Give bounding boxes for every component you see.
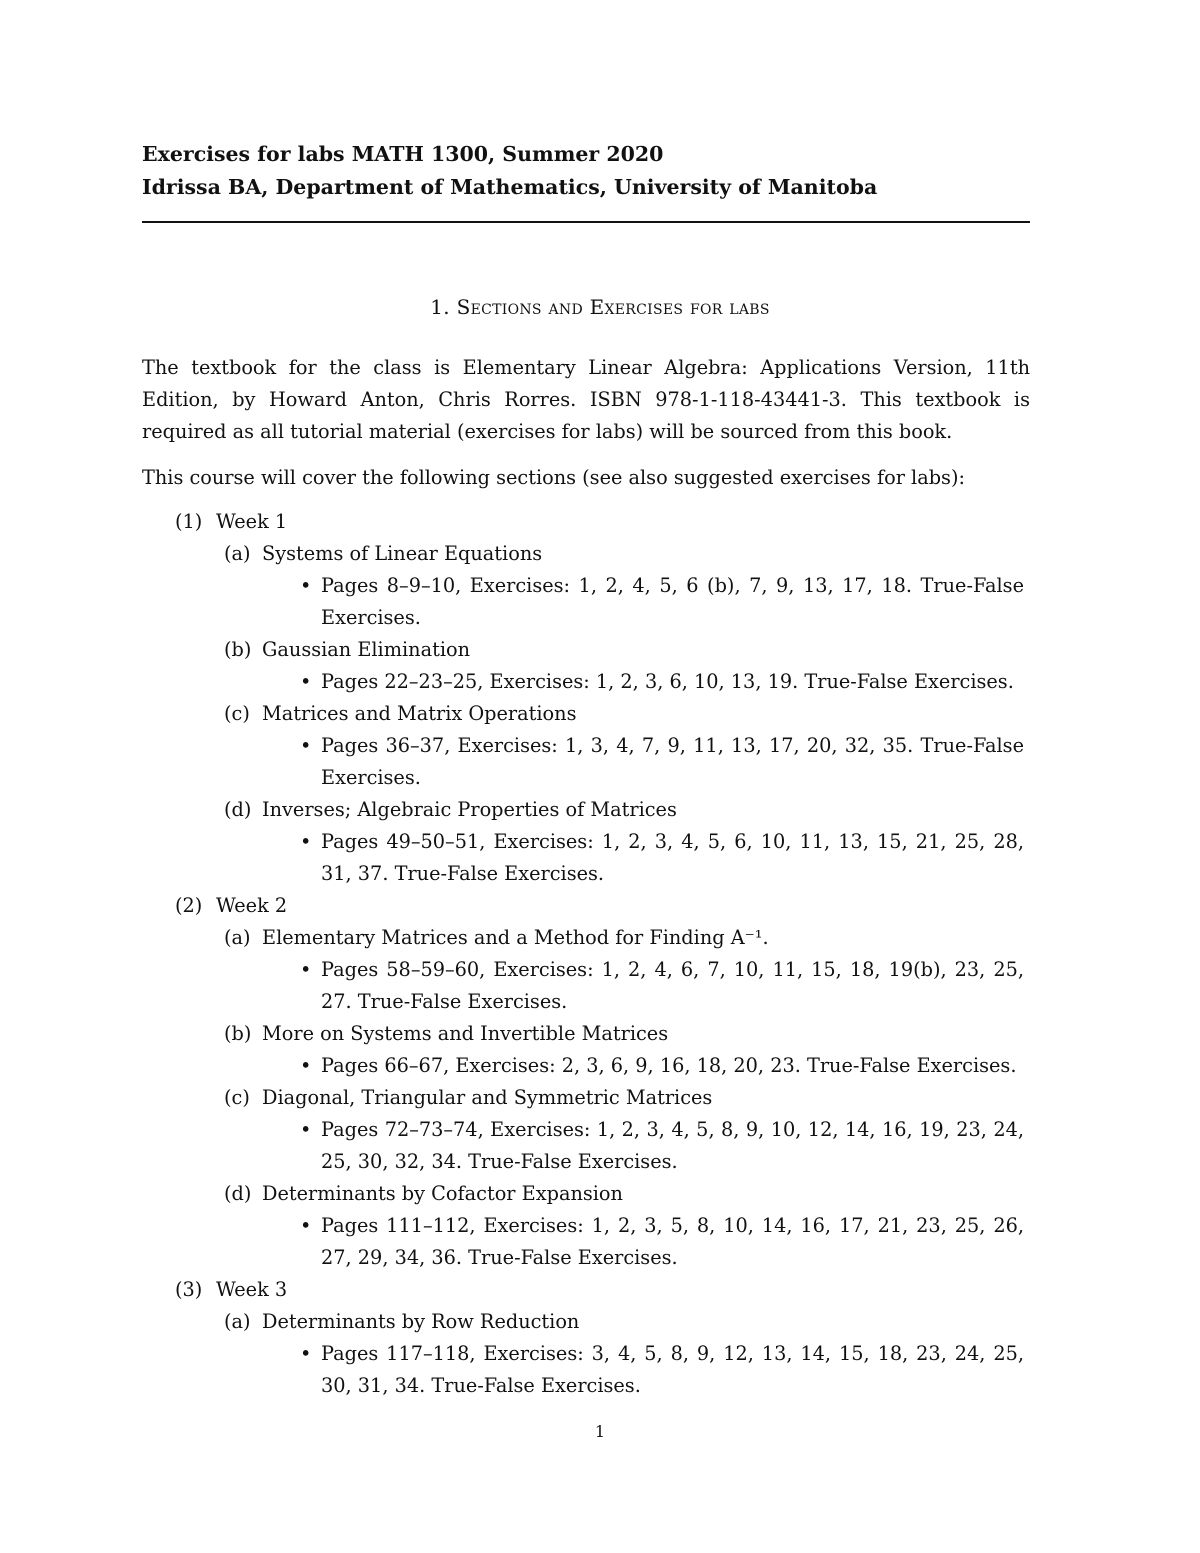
- details-list: [262, 1114, 1030, 1178]
- page-number: 1: [594, 1422, 606, 1441]
- topic-title: Diagonal, Triangular and Symmetric Matrices: [262, 1086, 713, 1109]
- details-list: [262, 1050, 1030, 1082]
- document-title: Exercises for labs MATH 1300, Summer 2020: [142, 142, 664, 166]
- topic-letter: (b): [224, 638, 252, 661]
- details-list: [262, 666, 1030, 698]
- weeks-list: [142, 506, 1030, 1402]
- exercise-text: Pages 36–37, Exercises: 1, 3, 4, 7, 9, 11, 13, 17, 20, 32, 35. True-False Exercises.: [321, 734, 1024, 789]
- topic-title: Gaussian Elimination: [262, 638, 471, 661]
- bullet-icon: •: [300, 574, 312, 597]
- topic-letter: (c): [224, 702, 250, 725]
- exercise-text: Pages 58–59–60, Exercises: 1, 2, 4, 6, 7, 10, 11, 15, 18, 19(b), 23, 25, 27. True-False Exercises.: [321, 958, 1024, 1013]
- topic-title: Elementary Matrices and a Method for Finding A⁻¹.: [262, 926, 769, 949]
- bullet-icon: •: [300, 958, 312, 981]
- details-list: [262, 826, 1030, 890]
- topic-letter: (d): [224, 798, 252, 821]
- exercise-text: Pages 111–112, Exercises: 1, 2, 3, 5, 8, 10, 14, 16, 17, 21, 23, 25, 26, 27, 29, 34, 36. True-False Exercises.: [321, 1214, 1024, 1269]
- details-list: [262, 1338, 1030, 1402]
- week-item: [142, 1274, 1030, 1402]
- week-number: (2): [175, 894, 203, 917]
- bullet-icon: •: [300, 1214, 312, 1237]
- topic-letter: (a): [224, 542, 251, 565]
- week-label: Week 3: [216, 1278, 288, 1301]
- exercise-text: Pages 8–9–10, Exercises: 1, 2, 4, 5, 6 (b), 7, 9, 13, 17, 18. True-False Exercises.: [321, 574, 1024, 629]
- topic-letter: (a): [224, 926, 251, 949]
- details-list: [262, 570, 1030, 634]
- week-number: (3): [175, 1278, 203, 1301]
- details-list: [262, 730, 1030, 794]
- topics-list: [216, 538, 1030, 890]
- bullet-icon: •: [300, 734, 312, 757]
- exercise-detail: [262, 954, 1030, 1018]
- exercise-text: Pages 117–118, Exercises: 3, 4, 5, 8, 9, 12, 13, 14, 15, 18, 23, 24, 25, 30, 31, 34. True-False Exercises.: [321, 1342, 1024, 1397]
- details-list: [262, 1210, 1030, 1274]
- topic-letter: (c): [224, 1086, 250, 1109]
- details-list: [262, 954, 1030, 1018]
- topic-item: [216, 634, 1030, 698]
- author-line: Idrissa BA, Department of Mathematics, University of Manitoba: [142, 175, 878, 199]
- week-item: [142, 890, 1030, 1274]
- week-label: Week 1: [216, 510, 288, 533]
- topic-item: [216, 538, 1030, 634]
- topic-title: Determinants by Row Reduction: [262, 1310, 580, 1333]
- topic-item: [216, 922, 1030, 1018]
- topic-title: Inverses; Algebraic Properties of Matrices: [262, 798, 677, 821]
- topic-title: Determinants by Cofactor Expansion: [262, 1182, 623, 1205]
- section-title: 1. Sections and Exercises for labs: [430, 295, 770, 319]
- topic-title: Matrices and Matrix Operations: [262, 702, 577, 725]
- topic-item: [216, 1082, 1030, 1178]
- exercise-detail: [262, 826, 1030, 890]
- exercise-text: Pages 72–73–74, Exercises: 1, 2, 3, 4, 5, 8, 9, 10, 12, 14, 16, 19, 23, 24, 25, 30, 32, 34. True-False Exercises.: [321, 1118, 1024, 1173]
- document-header: [142, 138, 1030, 204]
- week-item: [142, 506, 1030, 890]
- topic-item: [216, 698, 1030, 794]
- intro-paragraph-sections: This course will cover the following sections (see also suggested exercises for labs):: [142, 466, 965, 489]
- topic-item: [216, 1178, 1030, 1274]
- exercise-text: Pages 66–67, Exercises: 2, 3, 6, 9, 16, 18, 20, 23. True-False Exercises.: [321, 1054, 1017, 1077]
- exercise-detail: [262, 570, 1030, 634]
- topics-list: [216, 1306, 1030, 1402]
- topic-letter: (b): [224, 1022, 252, 1045]
- exercise-text: Pages 49–50–51, Exercises: 1, 2, 3, 4, 5, 6, 10, 11, 13, 15, 21, 25, 28, 31, 37. True-False Exercises.: [321, 830, 1024, 885]
- exercise-detail: [262, 666, 1030, 698]
- exercise-detail: [262, 1114, 1030, 1178]
- week-label: Week 2: [216, 894, 288, 917]
- topic-letter: (d): [224, 1182, 252, 1205]
- header-rule: [142, 221, 1030, 223]
- bullet-icon: •: [300, 1054, 312, 1077]
- main-content: [142, 352, 1030, 1402]
- intro-paragraph-textbook: The textbook for the class is Elementary Linear Algebra: Applications Version, 11th Edition, by Howard Anton, Chris Rorres. ISBN 978-1-118-43441-3. This textbook is required as all tutorial material (exercises for labs) will be sourced from this book.: [142, 356, 1030, 443]
- exercise-text: Pages 22–23–25, Exercises: 1, 2, 3, 6, 10, 13, 19. True-False Exercises.: [321, 670, 1014, 693]
- topic-title: Systems of Linear Equations: [262, 542, 543, 565]
- week-number: (1): [175, 510, 203, 533]
- topic-letter: (a): [224, 1310, 251, 1333]
- bullet-icon: •: [300, 670, 312, 693]
- bullet-icon: •: [300, 1342, 312, 1365]
- topic-item: [216, 1306, 1030, 1402]
- exercise-detail: [262, 1050, 1030, 1082]
- topic-title: More on Systems and Invertible Matrices: [262, 1022, 669, 1045]
- exercise-detail: [262, 1210, 1030, 1274]
- topic-item: [216, 1018, 1030, 1082]
- topics-list: [216, 922, 1030, 1274]
- bullet-icon: •: [300, 1118, 312, 1141]
- topic-item: [216, 794, 1030, 890]
- bullet-icon: •: [300, 830, 312, 853]
- exercise-detail: [262, 730, 1030, 794]
- exercise-detail: [262, 1338, 1030, 1402]
